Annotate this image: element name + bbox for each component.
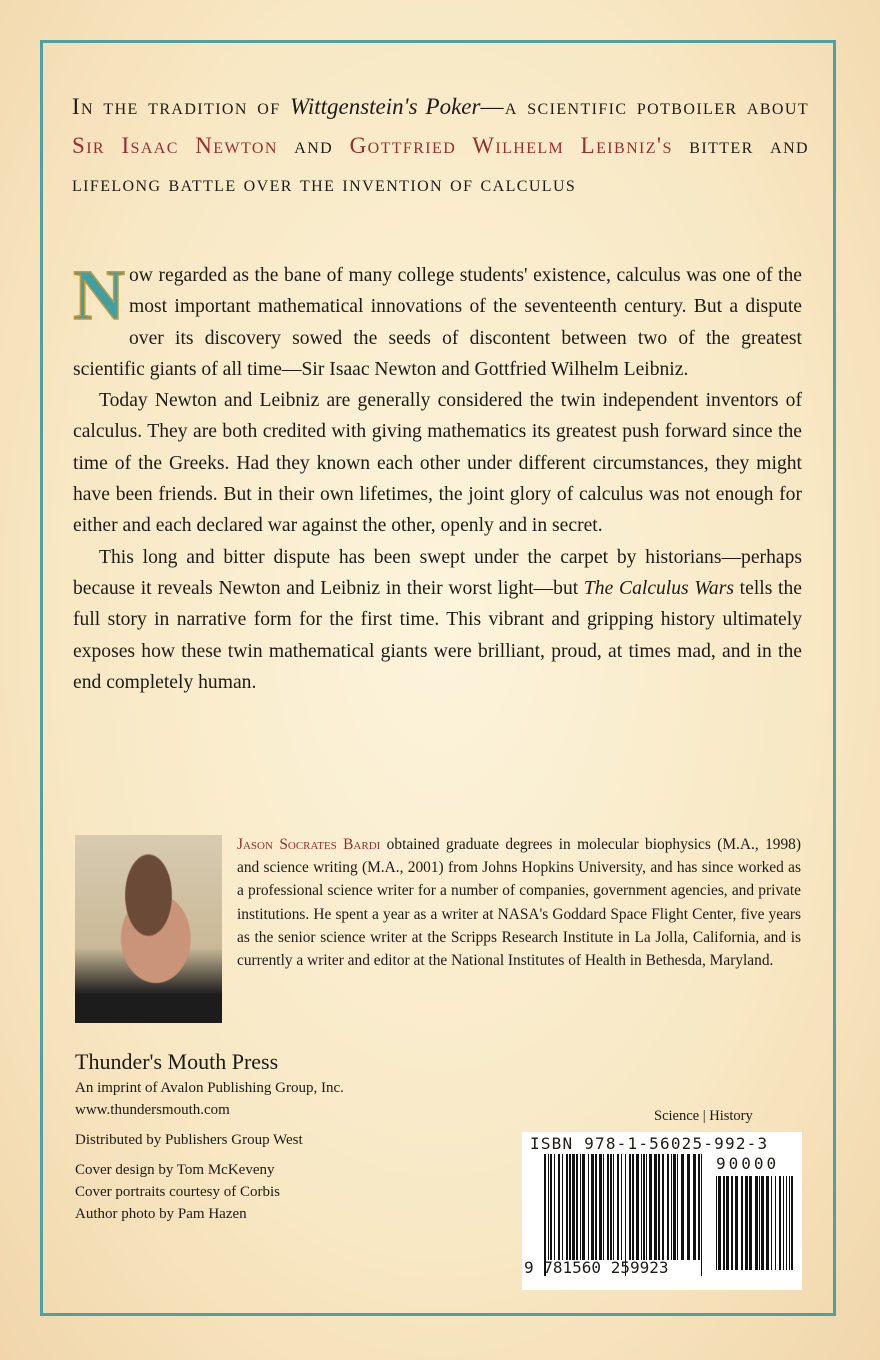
tagline-text: In the tradition of [72, 94, 290, 119]
tagline-leibniz: Gottfried Wilhelm Leibniz's [349, 132, 673, 158]
barcode-bar [791, 1176, 793, 1270]
barcode-bar [643, 1154, 645, 1260]
author-photo [75, 835, 222, 1023]
ean-number: 9 781560 259923 [524, 1258, 669, 1277]
barcode-bar [789, 1176, 790, 1270]
publisher-url: www.thundersmouth.com [75, 1102, 230, 1118]
barcode-bar [576, 1154, 578, 1260]
drop-cap: N [73, 255, 125, 335]
barcode-bar [726, 1176, 729, 1270]
barcode-bar [667, 1154, 669, 1260]
barcode-bar [595, 1154, 597, 1260]
tagline [72, 88, 809, 204]
paragraph-3 [73, 542, 802, 698]
barcode-bar [716, 1176, 717, 1270]
barcode-bar [550, 1154, 552, 1260]
barcode-bar [599, 1154, 602, 1260]
barcode-bar [607, 1154, 609, 1260]
credit-cover-portraits: Cover portraits courtesy of Corbis [75, 1184, 280, 1200]
distributor: Distributed by Publishers Group West [75, 1132, 303, 1148]
tagline-book-title: Wittgenstein's Poker [289, 94, 481, 119]
credit-author-photo: Author photo by Pam Hazen [75, 1206, 247, 1222]
barcode-bar [681, 1154, 684, 1260]
barcode-bar [759, 1176, 760, 1270]
barcode-bar [558, 1154, 560, 1260]
tagline-text: bitter and lifelong battle over the invention of calculus [72, 132, 810, 196]
barcode-bar [701, 1154, 702, 1276]
barcode-bar [649, 1154, 652, 1260]
barcode-bar [621, 1154, 622, 1260]
barcode-bar [766, 1176, 769, 1270]
barcode-bar [723, 1176, 725, 1270]
barcode-bar [755, 1176, 758, 1270]
paragraph-1 [73, 255, 802, 385]
addon-bars [716, 1176, 794, 1270]
barcode-bar [779, 1176, 781, 1270]
barcode-bar [671, 1154, 672, 1260]
barcode-bar [677, 1154, 678, 1260]
barcode-bar [771, 1176, 772, 1270]
credit-cover-design: Cover design by Tom McKeveny [75, 1162, 275, 1178]
publisher-name: Thunder's Mouth Press [75, 1049, 279, 1074]
barcode-bar [632, 1154, 634, 1260]
barcode-bar [698, 1154, 700, 1260]
barcode-bar [580, 1154, 581, 1260]
paragraph-2: Today Newton and Leibniz are generally considered the twin independent inventors of calculus. They are both credited with giving mathematics its greatest push forward since the time of the Greeks. Had they known each other under different circumstances, they might have been friends. But in their own lifetimes, the joint glory of calculus was not enough for either and each declared war against the other, openly and in secret. [73, 390, 802, 537]
paragraph-text: ow regarded as the bane of many college students' existence, calculus was one of the most important mathematical innovations of the seventeenth century. But a dispute over its discovery sowed the seeds of discontent between two of the greatest scientific giants of all time—Sir Isaac Newton and Gottfried Wilhelm Leibniz. [73, 265, 802, 380]
barcode-bar [566, 1154, 568, 1260]
barcode-bar [617, 1154, 619, 1260]
isbn-number: ISBN 978-1-56025-992-3 [530, 1134, 769, 1153]
publisher-imprint: An imprint of Avalon Publishing Group, Inc. [75, 1080, 344, 1096]
barcode-bar [641, 1154, 642, 1260]
barcode-bar [673, 1154, 676, 1260]
tagline-text: and [277, 132, 350, 158]
barcode-bar [636, 1154, 639, 1260]
barcode-bar [610, 1154, 612, 1260]
author-name: Jason Socrates Bardi [237, 836, 381, 853]
isbn-barcode [522, 1132, 802, 1290]
barcode-bar [572, 1154, 575, 1260]
barcode-bar [646, 1154, 647, 1260]
barcode-bar [654, 1154, 657, 1260]
barcode-bar [554, 1154, 555, 1260]
barcode-bar [569, 1154, 571, 1260]
barcode-bar [745, 1176, 748, 1270]
barcode-bar [775, 1176, 776, 1270]
description [73, 255, 802, 698]
paragraph-text: This long and bitter dispute has been swept under the carpet by historians—perhaps because it reveals Newton and Leibniz in their worst light—but [73, 546, 802, 599]
category-label: Science | History [654, 1108, 753, 1124]
barcode-bar [582, 1154, 585, 1260]
price-addon: 90000 [716, 1154, 780, 1173]
barcode-bar [718, 1176, 721, 1270]
book-title: The Calculus Wars [583, 577, 734, 599]
barcode-bar [735, 1176, 738, 1270]
barcode-bar [783, 1176, 784, 1270]
barcode-bar [658, 1154, 660, 1260]
barcode-bar [687, 1154, 690, 1260]
barcode-bar [662, 1154, 664, 1260]
tagline-text: —a scientific potboiler about [480, 94, 809, 119]
author-bio [237, 833, 801, 972]
barcode-bar [749, 1176, 752, 1270]
barcode-bar [591, 1154, 594, 1260]
barcode-bar [731, 1176, 733, 1270]
barcode-bar [603, 1154, 604, 1260]
tagline-newton: Sir Isaac Newton [72, 132, 278, 158]
barcode-bar [741, 1176, 743, 1270]
barcode-bar [693, 1154, 696, 1260]
barcode-bar [588, 1154, 589, 1260]
author-bio-text: obtained graduate degrees in molecular biophysics (M.A., 1998) and science writing (M.A., 2001) from Johns Hopkins University, and has since worked as a professional science writer for a number of companies, government agencies, and private institutions. He spent a year as a writer at NASA's Goddard Space Flight Center, five years as the senior science writer at the Scripps Research Institute in La Jolla, California, and is currently a writer and editor at the National Institutes of Health in Bethesda, Maryland. [237, 836, 801, 970]
barcode-bar [548, 1154, 549, 1260]
barcode-bar [629, 1154, 631, 1260]
publisher-info [75, 1047, 344, 1225]
barcode-bar [786, 1176, 787, 1270]
barcode-bar [613, 1154, 614, 1260]
paragraph-text: tells the full story in narrative form for the first time. This vibrant and gripping history ultimately exposes how these twin mathematical giants were brilliant, proud, at times mad, and in the end completely human. [73, 577, 802, 693]
barcode-bar [761, 1176, 764, 1270]
barcode-bar [562, 1154, 563, 1260]
